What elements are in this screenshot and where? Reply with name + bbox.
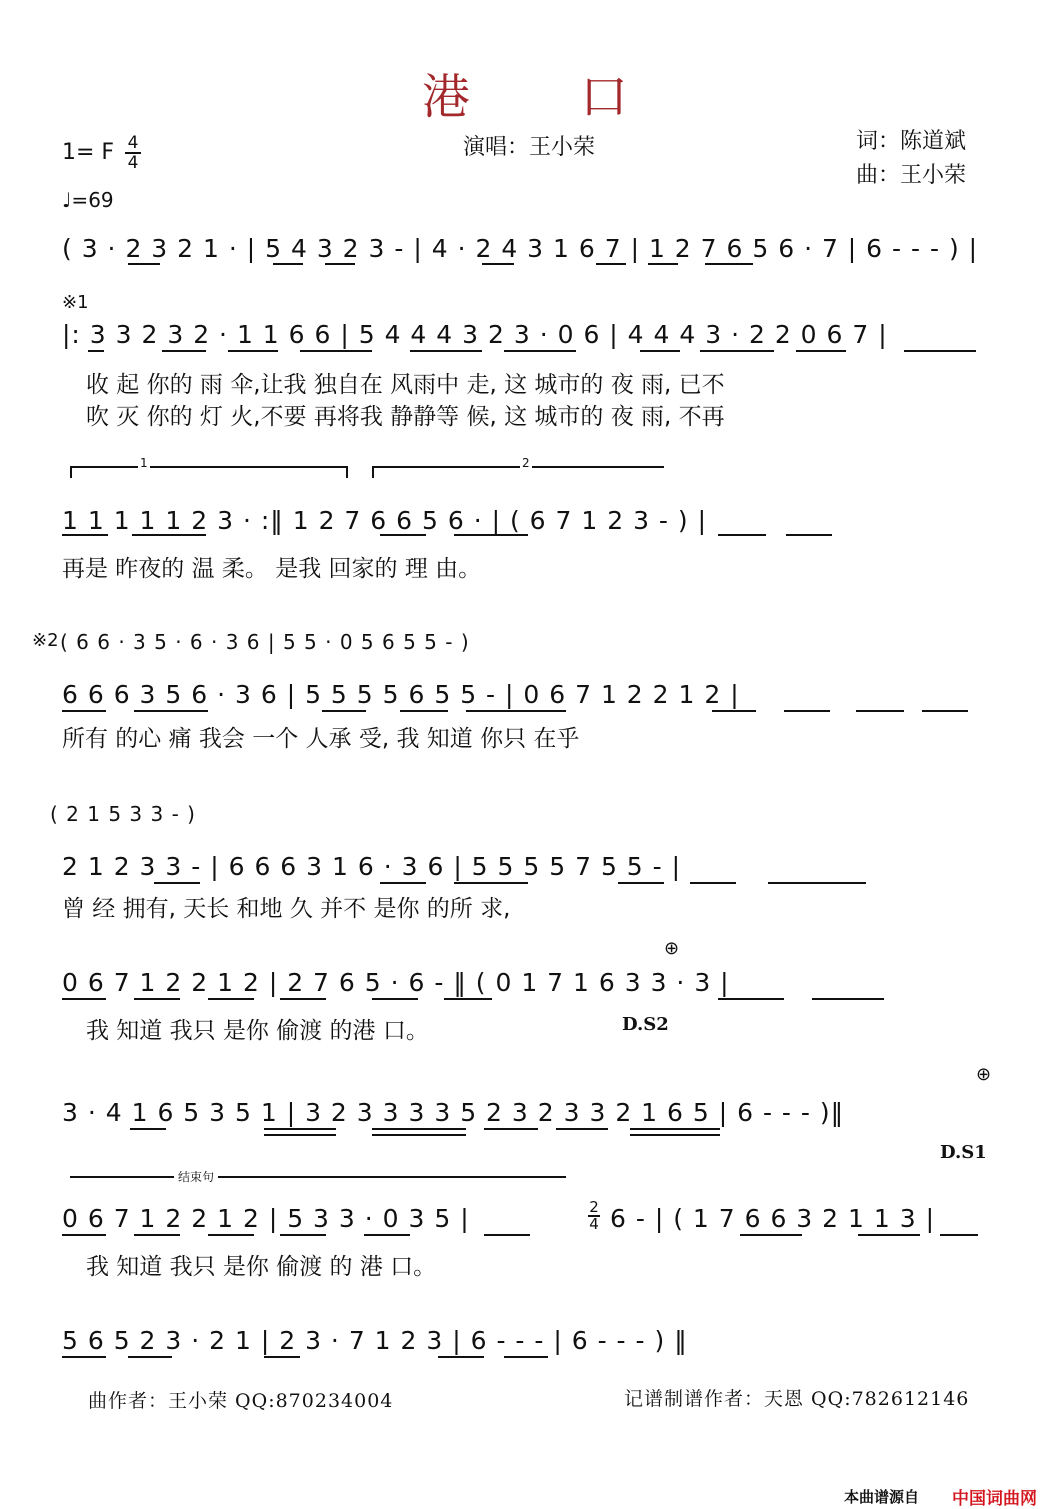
lyrics-ending: 再是 昨夜的 温 柔。 是我 回家的 理 由。 [62, 556, 482, 582]
score-line-coda-1: 0 6 7 1 2 2 1 2 | 5 3 3 · 0 3 5 | [62, 1204, 470, 1233]
coda-sign-1: ⊕ [664, 938, 680, 959]
score-line-ending: 1 1 1 1 1 2 3 · :‖ 1 2 7 6 6 5 6 · | ( 6 7 1 2 3 - ) | [62, 506, 708, 535]
transcriber-contact: 记谱制谱作者：天恩 QQ:782612146 [624, 1388, 970, 1410]
ds1-marking: D.S1 [940, 1142, 987, 1163]
ending-phrase-label: 结束句 [174, 1168, 218, 1185]
score-line-chorus-2: 2 1 2 3 3 - | 6 6 6 3 1 6 · 3 6 | 5 5 5 5 7 5 5 - | [62, 852, 682, 881]
segno-1: ※1 [62, 292, 89, 313]
volta-1: 1 [70, 466, 348, 478]
composer-credit: 曲：王小荣 [856, 163, 967, 188]
tempo-marking: ♩=69 [62, 188, 114, 212]
time-signature-change: 2 4 [589, 1198, 599, 1233]
source-site-link[interactable]: 中国词曲网 [952, 1489, 1037, 1509]
ending-phrase-line [70, 1176, 566, 1178]
composer-contact: 曲作者：王小荣 QQ:870234004 [88, 1390, 394, 1412]
score-line-cue-1: ( 6 6 · 3 5 · 6 · 3 6 | 5 5 · 0 5 6 5 5 - ) [60, 630, 470, 654]
lyrics-chorus-2: 曾 经 拥有, 天长 和地 久 并不 是你 的所 求, [62, 896, 511, 922]
score-line-verse: |: 3 3 2 3 2 · 1 1 6 6 | 5 4 4 4 3 2 3 · 0 6 | 4 4 4 3 · 2 2 0 6 7 | [62, 320, 888, 349]
time-bottom: 4 [127, 153, 139, 173]
score-line-cue-2: ( 2 1 5 3 3 - ) [50, 802, 196, 826]
lyrics-chorus-1: 所有 的心 痛 我会 一个 人承 受, 我 知道 你只 在乎 [62, 726, 580, 752]
lyrics-coda: 我 知道 我只 是你 偷渡 的 港 口。 [86, 1254, 437, 1280]
coda-sign-2: ⊕ [976, 1064, 992, 1085]
segno-2: ※2 [32, 630, 59, 651]
ds2-marking: D.S2 [622, 1014, 669, 1035]
key-label: 1= F [62, 140, 115, 165]
score-line-intro: ( 3 · 2 3 2 1 · | 5 4 3 2 3 - | 4 · 2 4 3 1 6 7 | 1 2 7 6 5 6 · 7 | 6 - - - ) | [62, 234, 979, 263]
volta-2: 2 [372, 466, 664, 478]
score-line-interlude: 3 · 4 1 6 5 3 5 1 | 3 2 3 3 3 3 5 2 3 2 3 3 2 1 6 5 | 6 - - - )‖ [62, 1098, 845, 1127]
lyrics-verse-2: 吹 灭 你的 灯 火,不要 再将我 静静等 候, 这 城市的 夜 雨, 不再 [86, 404, 725, 430]
page-title: 港口 [421, 69, 738, 125]
source-prefix: 本曲谱源自 [844, 1488, 920, 1506]
key-signature [62, 134, 141, 172]
time-top: 4 [127, 133, 139, 153]
score-line-coda-2: 6 - | ( 1 7 6 6 3 2 1 1 3 | [610, 1204, 935, 1233]
score-line-final: 5 6 5 2 3 · 2 1 | 2 3 · 7 1 2 3 | 6 - - - | 6 - - - ) ‖ [62, 1326, 688, 1355]
score-line-chorus-3: 0 6 7 1 2 2 1 2 | 2 7 6 5 · 6 - ‖ ( 0 1 7 1 6 3 3 · 3 | [62, 968, 730, 997]
lyrics-chorus-3: 我 知道 我只 是你 偷渡 的港 口。 [86, 1018, 429, 1044]
score-line-chorus-1: 6 6 6 3 5 6 · 3 6 | 5 5 5 5 6 5 5 - | 0 6 7 1 2 2 1 2 | [62, 680, 740, 709]
lyrics-verse-1: 收 起 你的 雨 伞,让我 独自在 风雨中 走, 这 城市的 夜 雨, 已不 [86, 372, 725, 398]
time-signature [125, 134, 141, 172]
singer-credit: 演唱：王小荣 [463, 135, 596, 160]
lyricist-credit: 词：陈道斌 [856, 129, 967, 154]
